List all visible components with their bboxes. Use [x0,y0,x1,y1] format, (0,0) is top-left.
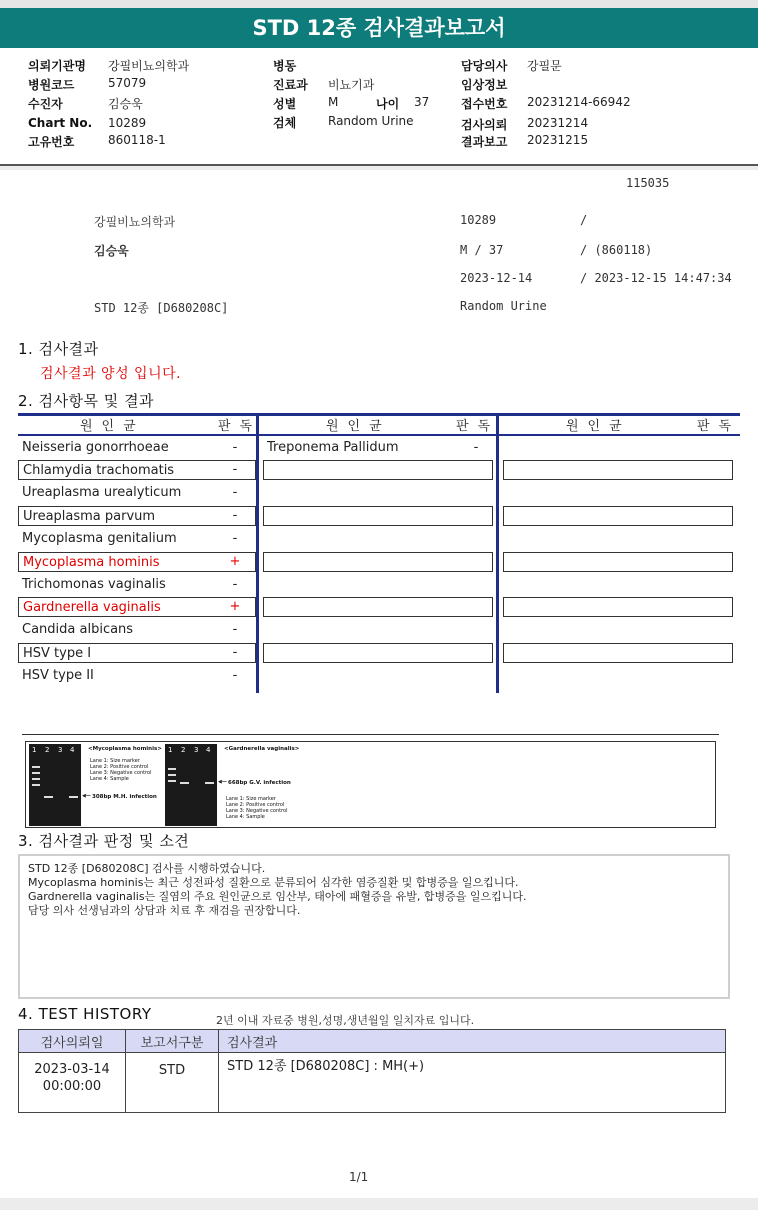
info-report-datetime: / 2023-12-15 14:47:34 [580,271,732,285]
specimen-value: Random Urine [328,114,414,128]
report-title: STD 12종 검사결과보고서 [0,8,758,48]
gel-band [168,768,176,770]
empty-cell [263,506,493,526]
info-chart: 10289 [460,213,497,227]
row-result: - [232,508,238,523]
receipt-no-value: 20231214-66942 [527,95,631,109]
dept-label: 진료과 [273,78,308,92]
doctor-value: 강필문 [527,59,562,73]
section-3-title: 3. 검사결과 판정 및 소견 [18,832,190,850]
empty-cell [263,460,493,480]
empty-cell [503,460,733,480]
col3-judgment-header: 판독 [697,419,741,434]
empty-cell [503,597,733,617]
findings-line: Gardnerella vaginalis는 질염의 주요 원인균으로 임산부, 태아에 패혈증을 유발, 합병증을 일으킵니다. [28,890,527,903]
table-row: HSV type I [18,643,256,663]
info-birth: / (860118) [580,243,653,257]
section-1-title: 1. 검사결과 [18,340,99,358]
clinical-info-label: 임상정보 [461,78,508,92]
empty-cell [503,552,733,572]
info-request-date: 2023-12-14 [460,271,533,285]
col2-pathogen-header: 원인균 [326,419,391,434]
info-slash: / [580,213,588,227]
gel-top-rule [22,734,719,735]
request-date-label: 검사의뢰 [461,118,508,132]
table-row: Treponema Pallidum [267,440,399,455]
gel-band [32,766,40,768]
lab-code: 115035 [626,176,670,190]
row-result: - [232,462,238,477]
empty-cell [503,643,733,663]
gel-image-frame: 1 2 3 4 <Mycoplasma hominis> Lane 1: Size marker Lane 2: Positive control Lane 3: Negative control Lane 4: Sample ◀— 308bp M.H. infection 1 2 3 4 <Gardnerella vaginalis> ◀— 668bp G.V. infection Lane 1: Size marker Lane 2: Positive control Lane 3: Negative control Lane 4: Sample [25,741,716,828]
history-type: STD [126,1053,219,1113]
table-row-positive: Gardnerella vaginalis [18,597,256,617]
history-time: 00:00:00 [42,1079,102,1094]
sex-label: 성별 [273,97,297,111]
ward-label: 병동 [273,59,297,73]
info-sex-age: M / 37 [460,243,504,257]
unique-no-value: 860118-1 [108,133,166,147]
history-date: 2023-03-14 [34,1062,110,1077]
info-test: STD 12종 [D680208C] [94,301,229,315]
hospital-code-label: 병원코드 [28,78,75,92]
row-result: - [473,440,479,455]
row-result: - [232,440,238,455]
empty-cell [503,506,733,526]
chart-no-label: Chart No. [28,116,93,130]
header-shadow [0,166,758,170]
col3-pathogen-header: 원인균 [566,419,631,434]
patient-label: 수진자 [28,97,63,111]
request-date-value: 20231214 [527,116,589,130]
specimen-label: 검체 [273,116,297,130]
gel-band [180,782,189,784]
gel-panel-2: 1 2 3 4 [165,744,217,826]
row-result: - [232,485,238,500]
table-row: Candida albicans [22,622,134,637]
empty-cell [263,597,493,617]
gel-panel-1: 1 2 3 4 [29,744,81,826]
row-result: - [232,645,238,660]
page-number: 1/1 [349,1170,369,1184]
positive-result-message: 검사결과 양성 입니다. [40,366,182,382]
gel-band [44,796,53,798]
table-row-positive: Mycoplasma hominis [18,552,256,572]
col1-pathogen-header: 원인균 [80,419,145,434]
gel-band [69,796,78,798]
info-patient: 김승욱 [94,244,129,258]
col2-judgment-header: 판독 [456,419,500,434]
report-date-label: 결과보고 [461,135,508,149]
gel-band [32,772,40,774]
institution-value: 강필비뇨의학과 [108,59,190,73]
top-strip [0,0,758,8]
patient-value: 김승욱 [108,97,143,111]
row-result: - [232,577,238,592]
history-table [18,1029,726,1113]
gel-band [168,774,176,776]
gel-band [205,782,214,784]
findings-line: 담당 의사 선생님과의 상담과 치료 후 재검을 권장합니다. [28,904,301,917]
section-4-title: 4. TEST HISTORY [18,1005,152,1023]
info-specimen: Random Urine [460,299,547,313]
age-value: 37 [414,95,430,109]
results-col-divider-1 [256,413,259,693]
table-row: Mycoplasma genitalium [22,531,177,546]
history-result: STD 12종 [D680208C] : MH(+) [219,1053,726,1113]
row-result: - [232,531,238,546]
report-date-value: 20231215 [527,133,589,147]
gel-band [32,784,40,786]
row-result-positive: + [229,599,241,614]
results-header-rule [18,434,740,436]
table-row: Ureaplasma urealyticum [22,485,182,500]
history-header-result: 검사결과 [219,1030,726,1053]
receipt-no-label: 접수번호 [461,97,508,111]
findings-line: STD 12종 [D680208C] 검사를 시행하였습니다. [28,862,266,875]
unique-no-label: 고유번호 [28,135,75,149]
row-result-positive: + [229,554,241,569]
band-arrow-2: ◀— [218,779,227,785]
table-row: Trichomonas vaginalis [22,577,166,592]
chart-no-value: 10289 [108,116,147,130]
empty-cell [263,643,493,663]
institution-label: 의뢰기관명 [28,59,86,73]
row-result: - [232,622,238,637]
doctor-label: 담당의사 [461,59,508,73]
row-result: - [232,668,238,683]
section-2-title: 2. 검사항목 및 결과 [18,392,155,410]
sex-value: M [328,95,339,109]
dept-value: 비뇨기과 [328,78,375,92]
findings-line: Mycoplasma hominis는 최근 성전파성 질환으로 분류되어 심각한 염증질환 및 합병증을 일으킵니다. [28,876,519,889]
table-row: Ureaplasma parvum [18,506,256,526]
table-row [19,1053,726,1113]
col1-judgment-header: 판독 [218,419,262,434]
gel-band [168,780,176,782]
gel-band [32,778,40,780]
table-row: HSV type II [22,668,94,683]
history-header-type: 보고서구분 [126,1030,219,1053]
band-arrow-1: ◀— [82,793,91,799]
table-row: Chlamydia trachomatis [18,460,256,480]
findings-box [18,854,730,999]
empty-cell [263,552,493,572]
table-row: Neisseria gonorrhoeae [22,440,169,455]
info-clinic: 강필비뇨의학과 [94,215,176,229]
history-note: 2년 이내 자료중 병원,성명,생년월일 일치자료 입니다. [216,1014,475,1027]
hospital-code-value: 57079 [108,76,147,90]
age-label: 나이 [376,97,400,111]
results-col-divider-2 [496,413,499,693]
history-header-date: 검사의뢰일 [19,1030,126,1053]
footer-strip [0,1198,758,1210]
